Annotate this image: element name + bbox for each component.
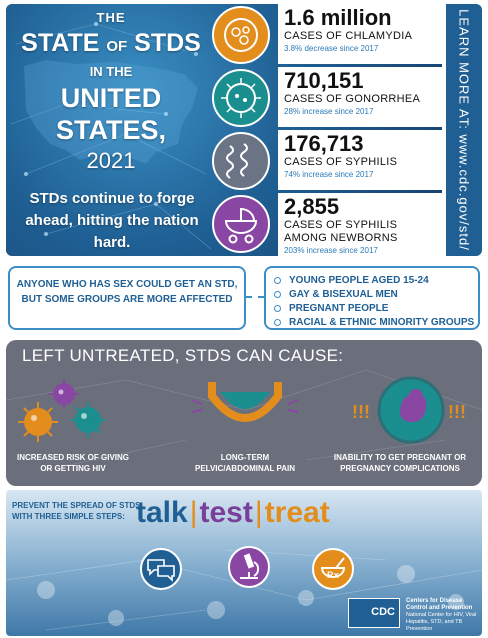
learn-more-link[interactable]: LEARN MORE AT: www.cdc.gov/std/ [456,9,472,251]
effect-pregnancy: INABILITY TO GET PREGNANT OR PREGNANCY COMPLICATIONS [333,453,467,473]
stat-gonorrhea-text [278,67,442,127]
effect-pelvic-pain: LONG-TERM PELVIC/ABDOMINAL PAIN [194,453,295,473]
bullet-icon [274,319,281,326]
svg-text:!!!: !!! [448,402,466,422]
stat-change: 3.8% decrease since 2017 [284,44,379,53]
list-item [274,301,478,315]
stat-number: 2,855 [284,194,340,219]
virus-cluster-icon [12,374,112,444]
three-steps [136,496,330,530]
dashed-connector [246,296,264,298]
svg-text:!!!: !!! [352,402,370,422]
title-stds: STDS [134,29,201,57]
speech-bubbles-icon [140,548,182,590]
stat-number: 176,713 [284,131,364,156]
step-separator: | [189,496,198,529]
hero-tagline: STDs continue to forge ahead, hitting the nation hard. [25,190,199,251]
title-united-states: UNITED STATES, [55,83,166,145]
bullet-icon [274,291,281,298]
title-state-of-stds [6,28,216,62]
group-label: GAY & BISEXUAL MEN [289,288,398,300]
stat-label: CASES OF CHLAMYDIA [284,30,413,42]
title-of: OF [106,38,128,55]
stat-label: CASES OF SYPHILIS [284,156,398,168]
bullet-icon [274,277,281,284]
list-item [274,287,478,301]
untreated-heading: LEFT UNTREATED, STDS CAN CAUSE: [22,346,344,365]
stat-change: 28% increase since 2017 [284,107,374,116]
list-item [274,273,478,287]
stat-gonorrhea [206,67,442,127]
svg-text:Rx: Rx [327,570,339,580]
bullet-icon [274,305,281,312]
stat-chlamydia-text [278,4,442,64]
group-label: PREGNANT PEOPLE [289,302,389,314]
stat-chlamydia [206,4,442,64]
prescription-bowl-icon [312,548,354,590]
fetus-icon [350,374,472,444]
title-state: STATE [21,29,100,57]
step-treat: treat [264,496,330,529]
step-talk: talk [136,496,188,529]
hero-title [6,8,216,176]
stat-congenital-syphilis-text [278,193,442,256]
cdc-branding [348,594,482,634]
baby-stroller-icon [212,195,270,253]
stat-number: 1.6 million [284,5,392,30]
prevention-panel [6,490,482,636]
gonorrhea-bacteria-icon [212,69,270,127]
cdc-agency-text [406,598,482,633]
prevent-text: PREVENT THE SPREAD OF STDS WITH THREE SIMPLE STEPS: [12,501,141,521]
stat-change: 74% increase since 2017 [284,170,374,179]
list-item [274,315,478,329]
cdc-center: National Center for HIV, Viral Hepatitis, STD, and TB Prevention [406,612,477,632]
step-separator: | [254,496,263,529]
pelvic-pain-icon [190,378,300,438]
step-test: test [199,496,253,529]
stat-number: 710,151 [284,68,364,93]
stat-syphilis-text [278,130,442,190]
stat-change: 203% increase since 2017 [284,246,378,255]
cdc-name: Centers for Disease Control and Prevention [406,598,473,611]
learn-more-banner[interactable] [446,4,482,256]
syphilis-spirochete-icon [212,132,270,190]
title-year: 2021 [86,148,136,173]
effect-hiv-risk: INCREASED RISK OF GIVING OR GETTING HIV [16,453,129,473]
title-in-the: IN THE [89,64,133,79]
microscope-icon [228,546,270,588]
affected-callout: ANYONE WHO HAS SEX COULD GET AN STD, BUT SOME GROUPS ARE MORE AFFECTED [8,266,246,330]
stat-label: CASES OF SYPHILIS AMONG NEWBORNS [284,219,398,244]
affected-groups-list [264,266,480,330]
stat-congenital-syphilis [206,193,442,256]
untreated-panel [6,340,482,486]
cdc-logo: CDC [348,598,400,628]
group-label: YOUNG PEOPLE AGED 15-24 [289,274,429,286]
title-the: THE [96,10,126,25]
stat-label: CASES OF GONORRHEA [284,93,421,105]
stat-syphilis [206,130,442,190]
chlamydia-bacteria-icon [212,6,270,64]
group-label: RACIAL & ETHNIC MINORITY GROUPS [289,316,475,328]
